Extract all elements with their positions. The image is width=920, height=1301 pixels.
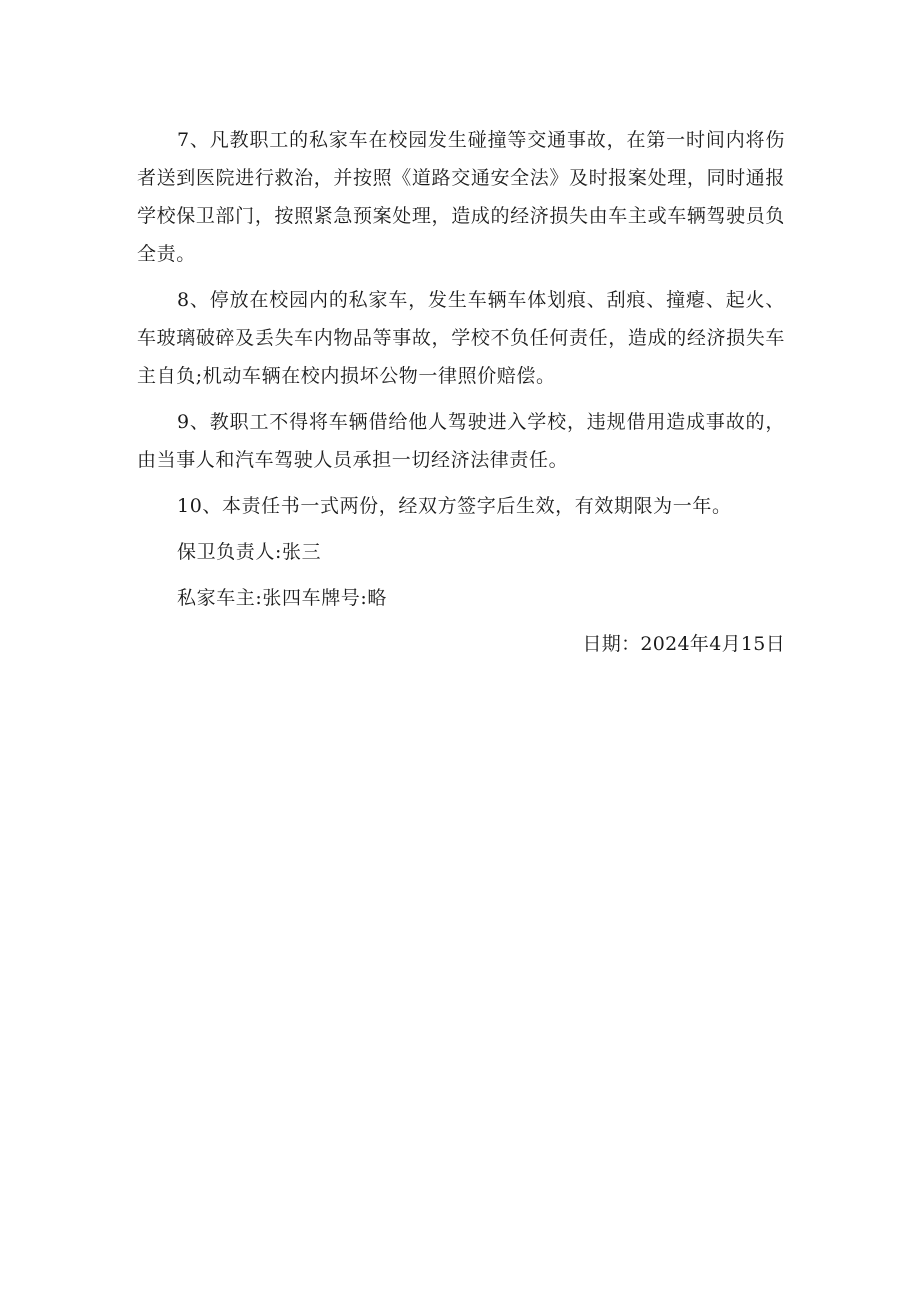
car-owner-signature: 私家车主:张四车牌号:略 (177, 587, 388, 609)
document-body (137, 121, 785, 663)
security-officer-signature: 保卫负责人:张三 (177, 541, 322, 563)
clause-9-paragraph: 9、教职工不得将车辆借给他人驾驶进入学校，违规借用造成事故的，由当事人和汽车驾驶人员承担一切经济法律责任。 (137, 411, 785, 471)
clause-8-paragraph: 8、停放在校园内的私家车，发生车辆车体划痕、刮痕、撞瘪、起火、车玻璃破碎及丢失车内物品等事故，学校不负任何责任，造成的经济损失车主自负;机动车辆在校内损坏公物一律照价赔偿。 (137, 289, 785, 387)
clause-7-paragraph: 7、凡教职工的私家车在校园发生碰撞等交通事故，在第一时间内将伤者送到医院进行救治，并按照《道路交通安全法》及时报案处理，同时通报学校保卫部门，按照紧急预案处理，造成的经济损失由车主或车辆驾驶员负全责。 (137, 129, 785, 265)
clause-10-paragraph: 10、本责任书一式两份，经双方签字后生效，有效期限为一年。 (177, 495, 732, 517)
document-date: 日期：2024年4月15日 (582, 633, 785, 655)
